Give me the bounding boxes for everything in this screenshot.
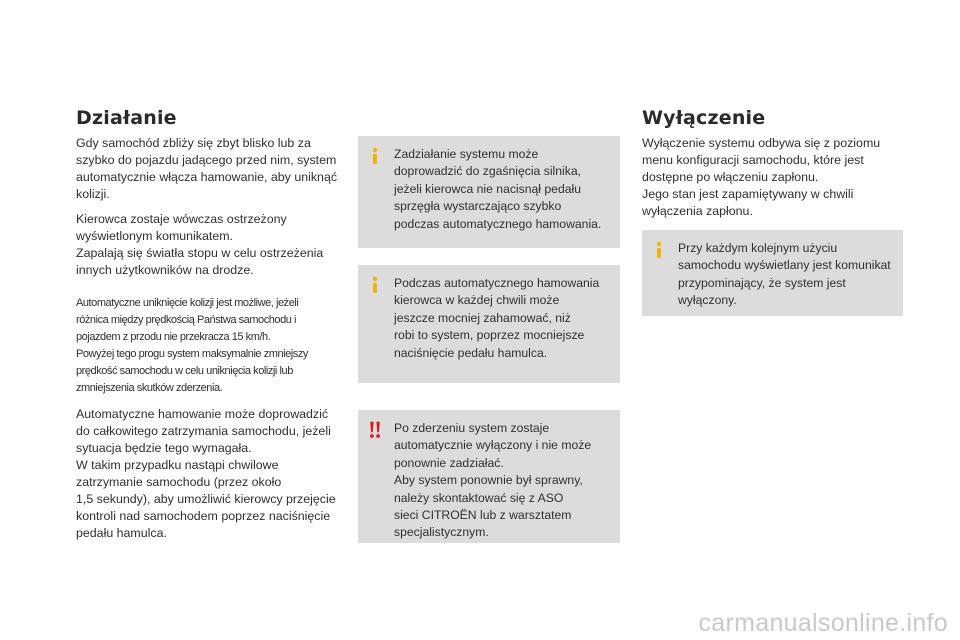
text-line: kierowca w każdej chwili może [394, 293, 560, 308]
text-line: różnica między prędkością Państwa samochodu i [76, 314, 297, 326]
text-line: Po zderzeniu system zostaje [394, 421, 550, 435]
text-line: Kierowca zostaje wówczas ostrzeżony [76, 212, 287, 226]
text-line: prędkość samochodu w celu uniknięcia kolizji lub [76, 365, 293, 377]
text-line: sytuacja będzie tego wymagała. [76, 441, 252, 455]
text-line: ponownie zadziałać. [394, 455, 504, 470]
text-line: menu konfiguracji samochodu, które jest [642, 153, 864, 167]
text-line: pojazdem z przodu nie przekracza 15 km/h. [76, 331, 271, 343]
text-line: automatycznie wyłączony i nie może [394, 438, 592, 453]
info-icon [367, 276, 383, 294]
text-line: do całkowitego zatrzymania samochodu, jeżeli [76, 424, 331, 438]
paragraph-deactivation [642, 135, 880, 220]
text-line: pedału hamulca. [76, 526, 167, 540]
text-line: kolizji. [76, 187, 110, 201]
text-line: naciśnięcie pedału hamulca. [394, 345, 548, 360]
info-box-text [678, 240, 891, 310]
text-line: innych użytkowników na drodze. [76, 263, 254, 277]
text-line: podczas automatycznego hamowania. [394, 216, 602, 231]
text-line: Wyłączenie systemu odbywa się z poziomu [642, 136, 881, 150]
text-line: 1,5 sekundy), aby umożliwić kierowcy przejęcie [76, 492, 336, 506]
text-line: wyłączenia zapłonu. [642, 204, 753, 218]
paragraph-full-stop [76, 406, 336, 542]
info-box-text [394, 275, 599, 362]
text-line: kontroli nad samochodem poprzez naciśnięcie [76, 509, 331, 523]
text-line: Aby system ponownie był sprawny, [394, 473, 583, 488]
text-line: W takim przypadku nastąpi chwilowe [76, 458, 279, 472]
text-line: automatycznie włącza hamowanie, aby uniknąć [76, 170, 338, 184]
text-line: należy skontaktować się z ASO [394, 490, 564, 505]
text-line: jeżeli kierowca nie nacisnął pedału [394, 181, 581, 196]
text-line: wyłączony. [678, 293, 737, 308]
paragraph-warning-driver [76, 211, 323, 279]
watermark: carmanualsonline.info [698, 609, 948, 637]
text-line: zmniejszenia skutków zderzenia. [76, 382, 223, 394]
text-line: sieci CITROËN lub z warsztatem [394, 508, 572, 523]
warning-box-after-collision [358, 410, 620, 543]
text-line: jeszcze mocniej zahamować, niż [394, 310, 571, 325]
text-line: Automatyczne uniknięcie kolizji jest możliwe, jeżeli [76, 297, 299, 309]
text-line: specjalistycznym. [394, 525, 489, 540]
text-line: wyświetlonym komunikatem. [76, 229, 233, 243]
info-box-engine-stall [358, 136, 620, 248]
text-line: przypominający, że system jest [678, 275, 846, 290]
text-line: Przy każdym kolejnym użyciu [678, 241, 838, 255]
section-title-dzialanie: Działanie [76, 107, 177, 129]
text-line: Automatyczne hamowanie może doprowadzić [76, 407, 329, 421]
info-box-reminder [642, 230, 903, 316]
text-line: doprowadzić do zgaśnięcia silnika, [394, 164, 581, 179]
paragraph-intro [76, 135, 337, 203]
text-line: szybko do pojazdu jadącego przed nim, system [76, 153, 337, 167]
info-box-text [394, 146, 601, 233]
text-line: Zapalają się światła stopu w celu ostrzeżenia [76, 246, 324, 260]
info-box-driver-brake [358, 265, 620, 383]
text-line: dostępne po włączeniu zapłonu. [642, 170, 819, 184]
text-line: robi to system, poprzez mocniejsze [394, 328, 585, 343]
info-icon [651, 241, 667, 259]
text-line: Gdy samochód zbliży się zbyt blisko lub za [76, 136, 311, 150]
warning-icon [367, 421, 383, 439]
paragraph-speed-threshold [76, 295, 308, 397]
info-icon [367, 147, 383, 165]
warning-box-text [394, 420, 591, 542]
text-line: Podczas automatycznego hamowania [394, 276, 600, 290]
text-line: Zadziałanie systemu może [394, 147, 539, 161]
section-title-wylaczenie: Wyłączenie [642, 107, 766, 129]
text-line: Jego stan jest zapamiętywany w chwili [642, 187, 854, 201]
text-line: zatrzymanie samochodu (przez około [76, 475, 282, 489]
text-line: sprzęgła wystarczająco szybko [394, 199, 562, 214]
text-line: Powyżej tego progu system maksymalnie zmniejszy [76, 348, 308, 360]
text-line: samochodu wyświetlany jest komunikat [678, 258, 891, 273]
